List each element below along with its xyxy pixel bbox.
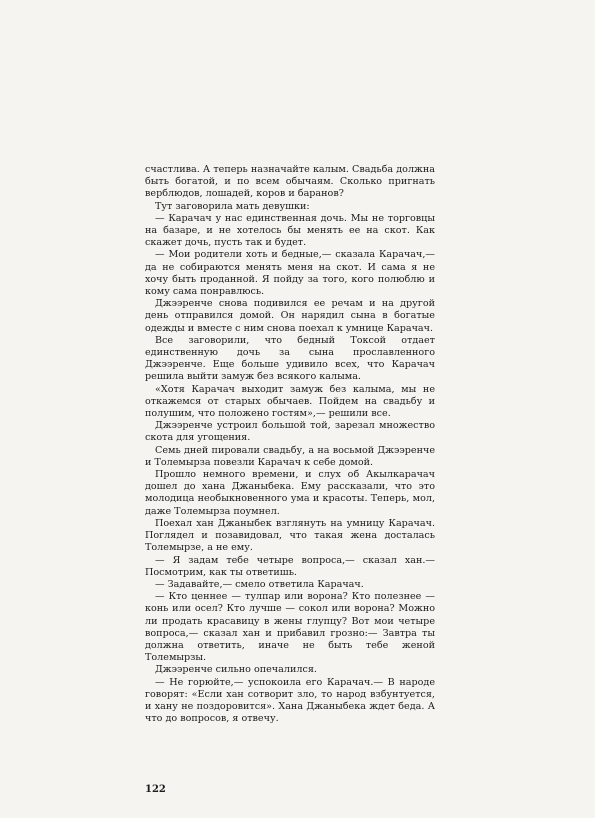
paragraph-7: «Хотя Карачач выходит замуж без калыма, мы не откажемся от старых обычаев. Пойдем на свадьбу и полушим, что положено гостям»,— решили все. [145,383,435,420]
paragraph-5: Джээренче снова подивился ее речам и на другой день отправился домой. Он нарядил сына в богатые одежды и вместе с ним снова поехал к умнице Карачач. [145,298,435,334]
body-text [145,164,435,725]
paragraph-13: — Задавайте,— смело ответила Карачач. [155,578,364,590]
paragraph-3: — Карачач у нас единственная дочь. Мы не торговцы на базаре, и не хотелось бы менять ее на скот. Как скажет дочь, пусть так и будет. [145,212,435,249]
paragraph-15: Джээренче сильно опечалился. [155,664,317,676]
paragraph-14: — Кто ценнее — тулпар или ворона? Кто полезнее — конь или осел? Кто лучше — сокол или ворона? Можно ли продать красавицу в жены глупцу? Вот мои четыре вопроса,— сказал хан и прибавил грозно:— Завтра ты должна ответить, иначе не быть тебе женой Толемырзы. [145,591,435,664]
paragraph-9: Семь дней пировали свадьбу, а на восьмой Джээренче и Толемырза повезли Карачач к себе домой. [145,444,435,468]
paragraph-12: — Я задам тебе четыре вопроса,— сказал хан.— Посмотрим, как ты ответишь. [145,554,435,578]
paragraph-10: Прошло немного времени, и слух об Акылкарачач дошел до хана Джаныбека. Ему рассказали, что это молодица необыкновенного ума и красоты. Теперь, мол, даже Толемырза поумнел. [145,469,435,517]
paragraph-6: Все заговорили, что бедный Токсой отдает единственную дочь за сына прославленного Джээренче. Еще больше удивило всех, что Карачач решила выйти замуж без всякого калыма. [145,334,435,383]
paragraph-2: Тут заговорила мать девушки: [155,200,310,212]
paragraph-11: Поехал хан Джаныбек взглянуть на умницу Карачач. Поглядел и позавидовал, что такая жена досталась Толемырзе, а не ему. [145,517,435,554]
paragraph-16: — Не горюйте,— успокоила его Карачач.— В народе говорят: «Если хан сотворит зло, то народ взбунтуется, и хану не поздоровится». Хана Джаныбека ждет беда. А что до вопросов, я отвечу. [145,676,435,725]
paragraph-8: Джээренче устроил большой той, зарезал множество скота для угощения. [145,420,435,444]
paragraph-1: счастлива. А теперь назначайте калым. Свадьба должна быть богатой, и по всем обычаям. Сколько пригнать верблюдов, лошадей, коров и баранов? [145,164,435,200]
paragraph-4: — Мои родители хоть и бедные,— сказала Карачач,— да не собираются менять меня на скот. И сама я не хочу быть проданной. Я пойду за того, кого полюблю и кому сама понравлюсь. [145,249,435,298]
page-number: 122 [145,784,166,795]
